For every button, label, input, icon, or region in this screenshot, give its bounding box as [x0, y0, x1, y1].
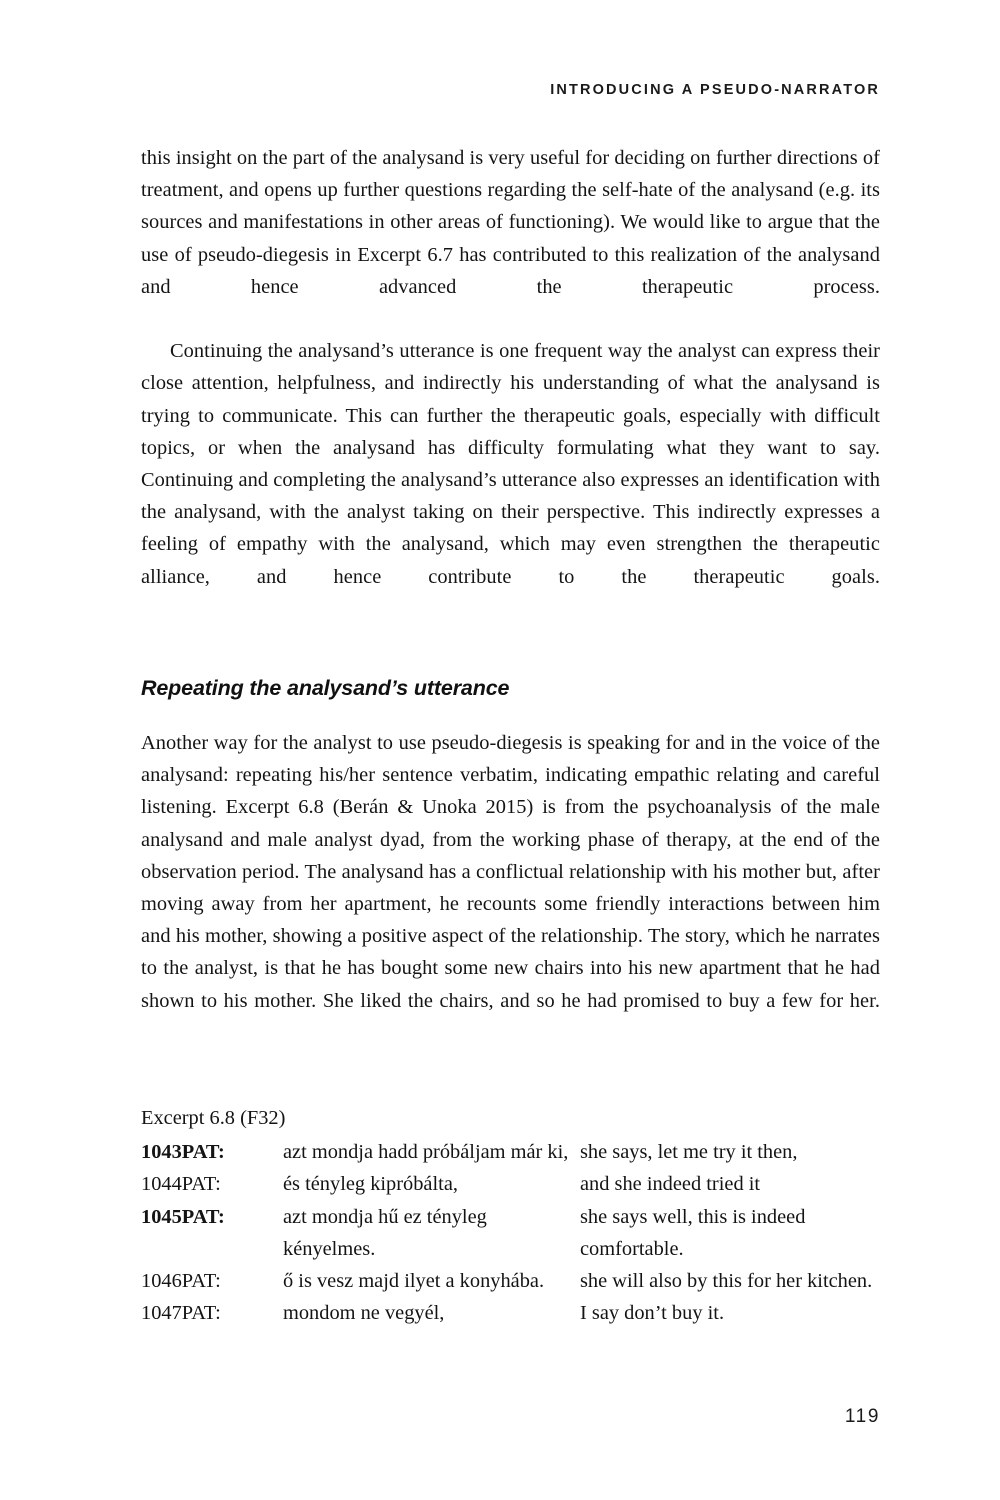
transcript-body [141, 1136, 880, 1329]
transcript-hungarian-text: ő is vesz majd ilyet a konyhába. [283, 1270, 545, 1293]
transcript-row [141, 1201, 880, 1265]
transcript-english-text: I say don’t buy it. [580, 1302, 725, 1325]
transcript-hungarian-text: azt mondja hadd próbáljam már ki, [283, 1141, 569, 1164]
transcript-speaker-label: 1044PAT: [141, 1173, 221, 1196]
body-text-block [141, 142, 880, 1330]
transcript-speaker-label: 1047PAT: [141, 1302, 221, 1325]
transcript-hungarian-text: mondom ne vegyél, [283, 1302, 445, 1325]
transcript-speaker-label: 1046PAT: [141, 1270, 221, 1293]
paragraph-1: this insight on the part of the analysand is very useful for deciding on further directions of treatment, and opens up further questions regarding the self-hate of the analysand (e.g. its sources and manifestations in other areas of functioning). We would like to argue that the use of pseudo-diegesis in Excerpt 6.7 has contributed to this realization of the analysand and hence advanced the therapeutic process. [141, 147, 880, 298]
transcript-row [141, 1136, 880, 1168]
paragraph-3: Another way for the analyst to use pseudo-diegesis is speaking for and in the voice of the analysand: repeating his/her sentence verbatim, indicating empathic relating and careful listening. Excerpt 6.8 (Berán & Unoka 2015) is from the psychoanalysis of the male analysand and male analyst dyad, from the working phase of therapy, at the end of the observation period. The analysand has a conflictual relationship with his mother but, after moving away from her apartment, he recounts some friendly interactions between him and his mother, showing a positive aspect of the relationship. The story, which he narrates to the analyst, is that he has bought some new chairs into his new apartment that he had shown to his mother. She liked the chairs, and so he had promised to buy a few for her. [141, 732, 880, 1012]
running-head: INTRODUCING A PSEUDO-NARRATOR [550, 82, 880, 98]
paragraph-2: Continuing the analysand’s utterance is one frequent way the analyst can express their close attention, helpfulness, and indirectly his understanding of what the analysand is trying to communicate. This can further the therapeutic goals, especially with difficult topics, or when the analysand has difficulty formulating what they want to say. Continuing and completing the analysand’s utterance also expresses an identification with the analysand, with the analyst taking on their perspective. This indirectly expresses a feeling of empathy with the analysand, which may even strengthen the therapeutic alliance, and hence contribute to the therapeutic goals. [141, 340, 880, 588]
page-number: 119 [844, 1406, 880, 1427]
transcript-row [141, 1168, 880, 1200]
spacer-after-heading [141, 702, 880, 727]
section-heading: Repeating the analysand’s utterance [141, 676, 510, 701]
spacer-before-heading [141, 625, 880, 674]
spacer-before-excerpt [141, 1049, 880, 1102]
transcript-row [141, 1297, 880, 1329]
transcript-hungarian-text: azt mondja hű ez tényleg kényelmes. [283, 1205, 487, 1260]
transcript-speaker-label: 1045PAT: [141, 1205, 225, 1228]
transcript-row [141, 1265, 880, 1297]
excerpt-transcript-table [141, 1136, 880, 1329]
transcript-english-text: she says, let me try it then, [580, 1141, 798, 1164]
transcript-hungarian-text: és tényleg kipróbálta, [283, 1173, 458, 1196]
transcript-english-text: and she indeed tried it [580, 1173, 761, 1196]
transcript-speaker-label: 1043PAT: [141, 1141, 225, 1164]
excerpt-caption: Excerpt 6.8 (F32) [141, 1107, 286, 1130]
transcript-english-text: she will also by this for her kitchen. [580, 1270, 873, 1293]
transcript-english-text: she says well, this is indeed comfortable. [580, 1205, 806, 1260]
